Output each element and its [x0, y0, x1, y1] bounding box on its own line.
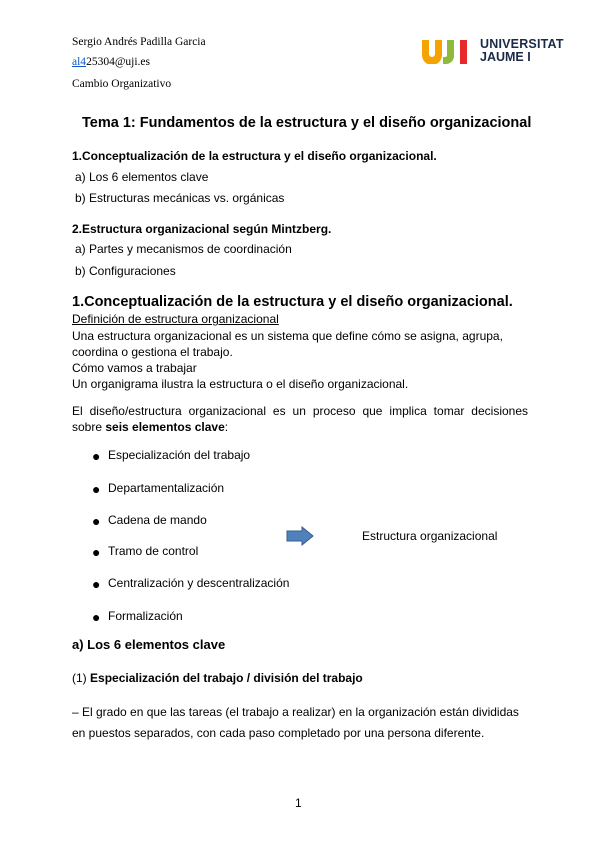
university-logo [420, 38, 565, 66]
email-link[interactable]: al4 [72, 56, 87, 68]
arrow-target-label: Estructura organizacional [362, 529, 498, 543]
element-1-heading [72, 671, 363, 685]
element-list-item: Especialización del trabajo [108, 448, 251, 462]
logo-line1: UNIVERSITAT [480, 37, 564, 51]
page-number: 1 [295, 796, 302, 810]
element-1-description-line: en puestos separados, con cada paso completado por una persona diferente. [72, 726, 485, 740]
subject-line: Cambio Organizativo [72, 78, 172, 90]
uji-logo-mark-icon [420, 38, 480, 64]
logo-line2: JAUME I [480, 50, 531, 64]
element-list-item: Tramo de control [108, 544, 199, 558]
definition-title: Definición de estructura organizacional [72, 312, 279, 326]
author-name: Sergio Andrés Padilla Garcia [72, 36, 206, 48]
definition-text-line: Una estructura organizacional es un sistema que define cómo se asigna, agrupa, [72, 329, 503, 343]
paragraph-line: El diseño/estructura organizacional es un proceso que implica tomar decisiones [72, 404, 528, 418]
toc-section-1: 1.Conceptualización de la estructura y el diseño organizacional. [72, 149, 437, 163]
subsection-a-heading: a) Los 6 elementos clave [72, 637, 226, 652]
como-line: Cómo vamos a trabajar [72, 361, 197, 375]
element-1-number: (1) [72, 671, 87, 685]
definition-text-line: coordina o gestiona el trabajo. [72, 345, 233, 359]
toc-item: a) Partes y mecanismos de coordinación [75, 242, 292, 256]
toc-item: a) Los 6 elementos clave [75, 170, 209, 184]
paragraph-line [72, 420, 228, 434]
toc-item: b) Estructuras mecánicas vs. orgánicas [75, 191, 285, 205]
paragraph-prefix: sobre [72, 420, 106, 434]
paragraph-bold: seis elementos clave [105, 420, 225, 434]
bullet-icon: ● [92, 448, 101, 464]
element-1-description-line: – El grado en que las tareas (el trabajo a realizar) en la organización están divididas [72, 705, 519, 719]
toc-item: b) Configuraciones [75, 264, 176, 278]
element-list-item: Cadena de mando [108, 513, 207, 527]
toc-section-2: 2.Estructura organizacional según Mintzberg. [72, 222, 332, 236]
element-list-item: Formalización [108, 609, 183, 623]
bullet-icon: ● [92, 544, 101, 560]
bullet-icon: ● [92, 481, 101, 497]
bullet-icon: ● [92, 609, 101, 625]
section-1-heading: 1.Conceptualización de la estructura y el diseño organizacional. [72, 294, 513, 310]
paragraph-suffix: : [224, 420, 229, 434]
right-arrow-icon [286, 526, 314, 546]
email-line [72, 56, 150, 68]
email-rest: 25304@uji.es [86, 56, 150, 68]
document-title: Tema 1: Fundamentos de la estructura y el diseño organizacional [82, 115, 532, 131]
element-list-item: Centralización y descentralización [108, 576, 290, 590]
organigrama-line: Un organigrama ilustra la estructura o el diseño organizacional. [72, 377, 409, 391]
bullet-icon: ● [92, 576, 101, 592]
bullet-icon: ● [92, 513, 101, 529]
element-1-title: Especialización del trabajo / división del trabajo [90, 671, 363, 685]
element-list-item: Departamentalización [108, 481, 225, 495]
